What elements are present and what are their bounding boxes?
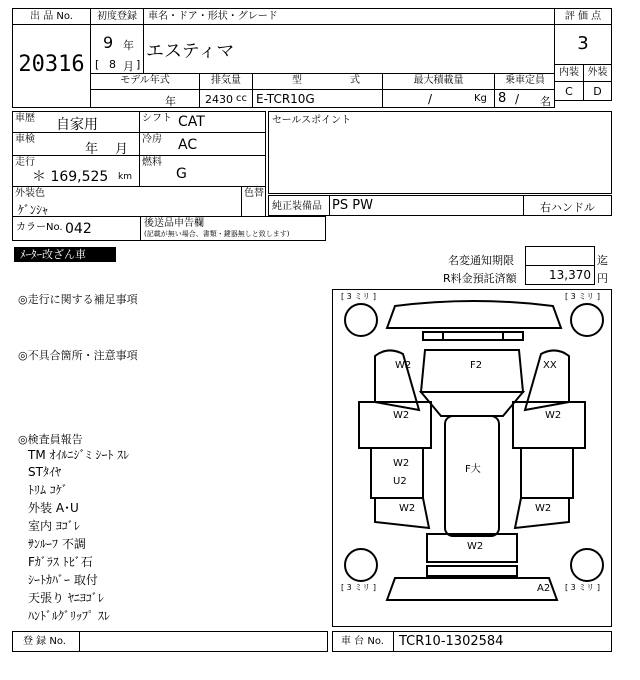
color-no: 042 (65, 221, 92, 237)
lot-no-label-box (12, 8, 91, 25)
reg-month-open: [ (95, 58, 100, 71)
damage-diagram (332, 289, 612, 627)
mark-front-right-fender: XX (543, 360, 557, 371)
rating-box (554, 24, 612, 65)
capacity-label: 乗車定員 (505, 75, 545, 86)
lot-no: 20316 (18, 52, 85, 77)
history: 自家用 (56, 117, 98, 133)
inspector-item: Fｶﾞﾗｽ ﾄﾋﾞ石 (28, 555, 93, 569)
car-name: エスティマ (146, 41, 235, 62)
bracket: ] (594, 583, 600, 592)
driving-notes-label: ◎走行に関する補足事項 (18, 293, 138, 306)
tire-unit: ミリ (354, 583, 371, 592)
recycle-unit: 円 (597, 272, 608, 285)
name-change-label: 名変通知期限 (448, 254, 514, 267)
equipment: PS PW (332, 198, 373, 213)
divider (139, 111, 140, 187)
reg-month: 8 (109, 58, 116, 71)
windshield (421, 392, 523, 416)
sales-points-label: セールスポイント (272, 115, 352, 126)
rating: 3 (577, 33, 589, 54)
max-load-unit: Kg (474, 93, 487, 104)
interior-label-box (554, 64, 584, 82)
displacement: 2430 (205, 93, 233, 106)
tire-rear-left (341, 582, 376, 593)
model-year-unit: 年 (165, 95, 176, 108)
mark-left-rear-door-a: W2 (393, 458, 410, 469)
interior-grade: C (565, 85, 573, 98)
bracket: ] (370, 583, 376, 592)
grille (423, 332, 523, 340)
inspector-item: ｼｰﾄｶﾊﾞｰ 取付 (28, 573, 98, 587)
defects-label: ◎不具合箇所・注意事項 (18, 349, 138, 362)
name-change-unit: 迄 (597, 254, 608, 267)
tire-rear-right-icon (571, 549, 603, 581)
capacity: 8 (498, 91, 507, 106)
mark-hood: F2 (470, 360, 483, 371)
bracket: [ (565, 292, 571, 301)
tire-rear-right (565, 582, 600, 593)
tire-rear-left-value: 3 (346, 583, 352, 592)
mark-left-rear-door-b: U2 (393, 476, 407, 487)
type-label-2: 式 (350, 75, 360, 86)
mark-left-front-door: W2 (393, 410, 410, 421)
steering-box (523, 195, 612, 216)
docs-note: (記載が無い場合、書類・鍵器無しと致します) (144, 230, 290, 238)
recycle-amount: 13,370 (549, 268, 591, 282)
bracket: ] (594, 292, 600, 301)
car-outline (333, 290, 611, 626)
rating-label-box (554, 8, 612, 25)
chassis-no: TCR10-1302584 (399, 634, 504, 649)
tire-front-left (341, 291, 376, 302)
reg-no-box (12, 631, 328, 652)
inspection-label: 車検 (15, 134, 35, 145)
inspector-item: 室内 ﾖｺﾞﾚ (28, 519, 80, 533)
divider (12, 155, 266, 156)
left-front-door (359, 402, 431, 448)
capacity-unit: 名 (540, 95, 551, 108)
first-reg-label-box (90, 8, 144, 25)
divider (79, 632, 80, 651)
capacity-slash: / (515, 92, 520, 106)
first-reg-label: 初度登録 (97, 11, 137, 22)
exterior-label-box (583, 64, 612, 82)
interior-label: 内装 (559, 67, 579, 78)
hood (421, 350, 523, 392)
inspector-item: ﾊﾝﾄﾞﾙｸﾞﾘｯﾌﾟ ｽﾚ (28, 609, 110, 623)
reg-no-label: 登 録 No. (23, 636, 66, 647)
mark-rear-gate: W2 (467, 541, 484, 552)
steering: 右ハンドル (540, 201, 595, 214)
mark-left-quarter: W2 (399, 503, 416, 514)
reg-year: 9 (103, 33, 114, 52)
color-no-label: カラーNo. (16, 222, 63, 233)
reg-year-unit: 年 (123, 39, 134, 52)
mark-rear-bumper: A2 (537, 583, 551, 594)
car-name-label: 車名・ドア・形状・グレード (148, 11, 278, 22)
bracket: [ (341, 583, 347, 592)
inspector-item: ｻﾝﾙｰﾌ 不調 (28, 537, 86, 551)
model-type: E-TCR10G (256, 92, 315, 106)
exterior-grade-box (583, 81, 612, 101)
fuel-label: 燃料 (142, 157, 162, 168)
rating-label: 評 価 点 (564, 11, 602, 22)
lot-no-label: 出 品 No. (30, 11, 73, 22)
color-no-box (12, 216, 141, 241)
bracket: [ (565, 583, 571, 592)
mileage-unit: km (118, 172, 132, 182)
interior-grade-box (554, 81, 584, 101)
lot-no-box (12, 24, 91, 108)
car-name-box (143, 24, 555, 74)
divider (12, 186, 266, 187)
exterior-label: 外装 (587, 67, 608, 78)
color-label: 外装色 (15, 188, 45, 199)
tire-rear-left-icon (345, 549, 377, 581)
mark-right-quarter: W2 (535, 503, 552, 514)
mileage-label: 走行 (15, 157, 35, 168)
tire-rear-right-value: 3 (570, 583, 576, 592)
recycle-label: R料金預託済額 (443, 272, 517, 285)
tire-front-right (565, 291, 600, 302)
ac-label: 冷房 (142, 134, 162, 145)
rear-bumper (387, 578, 557, 600)
rear-garnish (427, 566, 517, 576)
max-load-slash: / (428, 92, 433, 106)
right-rear-door (521, 448, 573, 498)
reg-month-close: ] (136, 58, 141, 71)
name-change-box (525, 246, 595, 266)
fuel: G (176, 166, 187, 182)
inspector-label: ◎検査員報告 (18, 433, 83, 446)
equipment-label: 純正装備品 (272, 201, 322, 212)
exterior-grade: D (593, 85, 602, 98)
tire-unit: ミリ (578, 583, 595, 592)
mark-right-front-door: W2 (545, 410, 562, 421)
mileage: ＊ 169,525 (32, 169, 109, 185)
max-load-label: 最大積載量 (413, 75, 464, 86)
divider (252, 73, 253, 108)
inspector-item: 外装 A･U (28, 501, 79, 515)
docs-box (140, 216, 326, 241)
right-front-door (513, 402, 585, 448)
first-reg-box (90, 24, 144, 74)
inspector-item: 天張り ﾔﾆﾖｺﾞﾚ (28, 591, 104, 605)
displacement-unit: cc (236, 93, 247, 104)
reg-month-unit: 月 (123, 60, 134, 73)
recycle-box (525, 265, 595, 285)
ac: AC (178, 137, 198, 153)
shift-label: シフト (142, 113, 172, 124)
tire-unit: ミリ (578, 292, 595, 301)
inspector-item: TM ｵｲﾙﾆｼﾞﾐ ｼｰﾄ ｽﾚ (28, 448, 130, 462)
front-bumper (387, 301, 561, 328)
chassis-box (332, 631, 612, 652)
mark-roof: F大 (465, 464, 481, 475)
history-label: 車歴 (15, 113, 35, 124)
type-label: 型 (292, 75, 302, 86)
displacement-label: 排気量 (211, 75, 241, 86)
color: ｹﾞﾝｼｬ (18, 203, 49, 217)
inspector-item: ﾄﾘﾑ ｺｹﾞ (28, 483, 68, 497)
tire-front-right-icon (571, 304, 603, 336)
chassis-label: 車 台 No. (341, 636, 384, 647)
roof (445, 416, 499, 536)
shift: CAT (178, 114, 205, 130)
color-change-label: 色替 (244, 188, 264, 199)
divider (12, 132, 266, 133)
inspector-item: STﾀｲﾔ (28, 465, 61, 479)
meter-tampered-badge: ﾒｰﾀｰ改ざん車 (14, 247, 116, 262)
car-name-label-box (143, 8, 555, 25)
model-year-label: モデル年式 (120, 75, 170, 86)
docs-label: 後送品申告欄 (144, 218, 204, 229)
tire-front-right-value: 3 (570, 292, 576, 301)
equipment-box (268, 195, 524, 216)
bracket: [ (341, 292, 347, 301)
tire-front-left-icon (345, 304, 377, 336)
sales-points-box (268, 111, 612, 194)
tire-unit: ミリ (354, 292, 371, 301)
bracket: ] (370, 292, 376, 301)
divider (393, 632, 394, 651)
mark-front-left-fender: W2 (395, 360, 412, 371)
inspection-month: 月 (115, 142, 129, 157)
tire-front-left-value: 3 (346, 292, 352, 301)
divider (329, 196, 330, 215)
inspection-year: 年 (85, 142, 99, 157)
left-rear-door (371, 448, 423, 498)
divider (241, 186, 242, 217)
